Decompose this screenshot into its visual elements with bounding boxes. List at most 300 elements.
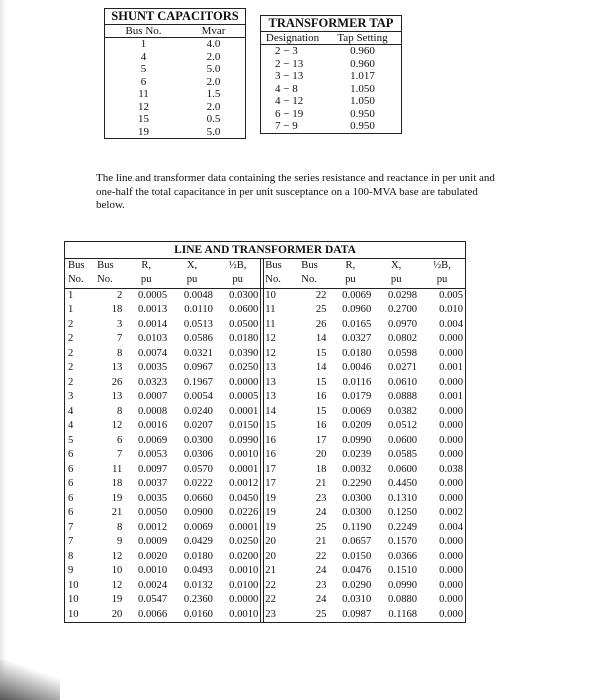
- line-cell-r-pu: 0.0990: [342, 434, 372, 446]
- line-cell-to-bus: 12: [111, 420, 123, 431]
- line-cell-r-pu: 0.0179: [342, 391, 372, 402]
- line-h1-b2: ½B,: [433, 259, 451, 271]
- line-cell-to-bus: 11: [112, 463, 123, 475]
- line-cell-half-b-pu: 0.0300: [229, 289, 259, 301]
- line-cell-from-bus: 6: [68, 449, 74, 460]
- line-cell-half-b-pu: 0.000: [439, 608, 463, 620]
- line-cell-half-b-pu: 0.0010: [229, 608, 259, 620]
- line-cell-x-pu: 0.1250: [387, 507, 418, 518]
- line-cell-half-b-pu: 0.000: [439, 420, 463, 431]
- line-cell-from-bus: 15: [261, 419, 299, 434]
- line-cell-from-bus: 2: [68, 318, 74, 330]
- line-cell-x-pu: 0.0222: [183, 478, 213, 489]
- line-cell-from-bus: 6: [68, 463, 74, 475]
- line-cell-r-pu: 0.0097: [138, 463, 168, 475]
- line-cell-half-b-pu: 0.038: [439, 463, 463, 475]
- line-cell-r-pu: 0.0012: [138, 521, 168, 533]
- line-h2-x2: pu: [373, 273, 419, 288]
- shunt-header-row: [105, 25, 245, 38]
- line-data-row: [65, 347, 465, 362]
- line-cell-from-bus: 3: [68, 391, 74, 402]
- line-cell-r-pu: 0.0323: [138, 376, 168, 388]
- line-cell-r-pu: 0.0290: [342, 579, 372, 591]
- line-cell-to-bus: 8: [117, 347, 123, 359]
- line-cell-from-bus: 22: [261, 579, 299, 594]
- line-data-row: [65, 550, 465, 565]
- tap-row: [261, 58, 401, 71]
- shunt-row: [105, 76, 245, 89]
- line-cell-r-pu: 0.0035: [138, 492, 168, 504]
- shunt-capacitors-table: [104, 8, 246, 139]
- line-cell-x-pu: 0.0585: [387, 449, 418, 460]
- line-cell-half-b-pu: 0.0226: [229, 507, 259, 518]
- line-cell-to-bus: 8: [117, 405, 123, 417]
- line-cell-from-bus: 12: [261, 347, 299, 362]
- line-cell-half-b-pu: 0.000: [439, 594, 463, 605]
- line-cell-to-bus: 26: [315, 318, 327, 330]
- line-cell-half-b-pu: 0.0001: [229, 521, 259, 533]
- line-cell-x-pu: 0.0160: [183, 608, 213, 620]
- line-cell-to-bus: 22: [315, 289, 327, 301]
- line-cell-to-bus: 23: [315, 492, 327, 504]
- line-header-row-2: [65, 273, 465, 288]
- line-cell-x-pu: 0.0298: [387, 289, 418, 301]
- line-cell-to-bus: 8: [117, 521, 123, 533]
- line-data-row: [65, 361, 465, 376]
- tap-designation: 6 − 19: [275, 107, 304, 120]
- line-cell-r-pu: 0.0327: [342, 333, 372, 344]
- line-h1-b: ½B,: [228, 259, 247, 271]
- shunt-bus-no: 6: [140, 75, 147, 88]
- tap-designation: 3 − 13: [275, 70, 304, 82]
- line-data-row: [65, 608, 465, 623]
- line-cell-x-pu: 0.0600: [387, 463, 418, 475]
- line-cell-r-pu: 0.0960: [342, 304, 372, 315]
- line-cell-half-b-pu: 0.0100: [229, 579, 259, 591]
- line-cell-r-pu: 0.0024: [138, 579, 168, 591]
- line-cell-from-bus: 13: [261, 376, 299, 391]
- line-cell-r-pu: 0.0069: [138, 434, 168, 446]
- line-h2-bus-c: No.: [261, 273, 299, 288]
- shunt-mvar: 2.0: [206, 100, 221, 113]
- line-cell-r-pu: 0.0069: [342, 289, 372, 301]
- line-cell-to-bus: 25: [315, 608, 327, 620]
- line-data-row: [65, 564, 465, 579]
- line-cell-x-pu: 0.0048: [183, 289, 213, 301]
- line-cell-to-bus: 21: [111, 507, 123, 518]
- line-cell-r-pu: 0.0116: [342, 376, 372, 388]
- line-cell-x-pu: 0.2700: [387, 304, 418, 315]
- line-cell-r-pu: 0.0657: [342, 536, 372, 547]
- line-cell-x-pu: 0.0660: [183, 492, 213, 504]
- line-cell-to-bus: 21: [315, 536, 327, 547]
- line-cell-r-pu: 0.0066: [138, 608, 168, 620]
- line-cell-from-bus: 19: [261, 506, 299, 521]
- line-cell-half-b-pu: 0.0000: [229, 594, 259, 605]
- line-h2-r2: pu: [327, 273, 373, 288]
- line-data-row: [65, 492, 465, 507]
- line-h1-x2: X,: [391, 259, 402, 271]
- line-cell-from-bus: 7: [68, 521, 74, 533]
- line-cell-x-pu: 0.0970: [387, 318, 418, 330]
- tap-setting: 0.950: [350, 107, 375, 120]
- line-cell-to-bus: 12: [111, 579, 123, 591]
- line-cell-x-pu: 0.0069: [183, 521, 213, 533]
- line-cell-x-pu: 0.0513: [183, 318, 213, 330]
- line-cell-half-b-pu: 0.0150: [229, 420, 259, 431]
- line-cell-half-b-pu: 0.004: [439, 521, 463, 533]
- line-cell-to-bus: 2: [117, 289, 123, 301]
- shunt-row: [105, 126, 245, 139]
- line-cell-to-bus: 19: [111, 492, 123, 504]
- line-cell-half-b-pu: 0.000: [439, 405, 463, 417]
- line-cell-r-pu: 0.0300: [342, 507, 372, 518]
- tap-row: [261, 108, 401, 121]
- line-cell-half-b-pu: 0.000: [439, 333, 463, 344]
- line-cell-x-pu: 0.0054: [183, 391, 213, 402]
- line-cell-r-pu: 0.0239: [342, 449, 372, 460]
- line-cell-from-bus: 7: [68, 536, 74, 547]
- line-cell-to-bus: 13: [111, 362, 123, 373]
- line-cell-r-pu: 0.0008: [138, 405, 168, 417]
- line-data-row: [65, 448, 465, 463]
- line-cell-half-b-pu: 0.001: [439, 391, 463, 402]
- line-cell-x-pu: 0.0493: [183, 565, 213, 576]
- line-data-row: [65, 376, 465, 391]
- line-cell-to-bus: 18: [111, 304, 123, 315]
- line-cell-x-pu: 0.0610: [387, 376, 418, 388]
- line-cell-to-bus: 6: [117, 434, 123, 446]
- line-h2-bus-b: No.: [94, 273, 123, 288]
- line-cell-half-b-pu: 0.000: [439, 478, 463, 489]
- line-cell-r-pu: 0.0010: [138, 565, 168, 576]
- line-cell-x-pu: 0.2249: [387, 521, 418, 533]
- line-cell-x-pu: 0.0321: [183, 347, 213, 359]
- line-cell-x-pu: 0.0880: [387, 594, 418, 605]
- line-cell-x-pu: 0.0888: [387, 391, 418, 402]
- line-cell-x-pu: 0.1168: [388, 608, 418, 620]
- transformer-tap-grid: [261, 32, 401, 133]
- line-cell-to-bus: 16: [315, 420, 327, 431]
- line-cell-half-b-pu: 0.0600: [229, 304, 259, 315]
- line-cell-x-pu: 0.0271: [387, 362, 418, 373]
- line-cell-to-bus: 16: [315, 391, 327, 402]
- shunt-bus-no: 4: [140, 50, 147, 63]
- line-h2-r: pu: [123, 273, 169, 288]
- line-cell-x-pu: 0.0300: [183, 434, 213, 446]
- line-cell-to-bus: 7: [117, 449, 123, 460]
- line-cell-half-b-pu: 0.0450: [229, 492, 259, 504]
- tap-row: [261, 45, 401, 58]
- line-data-title: LINE AND TRANSFORMER DATA: [65, 242, 465, 259]
- line-cell-x-pu: 0.0990: [387, 579, 418, 591]
- line-cell-to-bus: 25: [315, 304, 327, 315]
- line-cell-r-pu: 0.0053: [138, 449, 168, 460]
- line-cell-r-pu: 0.0046: [342, 362, 372, 373]
- line-cell-r-pu: 0.0103: [138, 333, 168, 344]
- line-cell-x-pu: 0.0366: [387, 550, 418, 562]
- line-cell-half-b-pu: 0.000: [439, 565, 463, 576]
- line-cell-half-b-pu: 0.0500: [229, 318, 259, 330]
- line-cell-r-pu: 0.0987: [342, 608, 372, 620]
- shunt-mvar: 4.0: [206, 38, 221, 50]
- line-cell-half-b-pu: 0.000: [439, 449, 463, 460]
- shunt-mvar: 2.0: [206, 75, 221, 88]
- line-data-row: [65, 419, 465, 434]
- line-data-grid: [65, 259, 465, 623]
- line-data-row: [65, 434, 465, 449]
- line-cell-r-pu: 0.0476: [342, 565, 372, 576]
- shunt-bus-no: 5: [140, 63, 147, 75]
- line-cell-from-bus: 13: [261, 361, 299, 376]
- line-cell-half-b-pu: 0.0010: [229, 449, 259, 460]
- line-cell-to-bus: 10: [111, 565, 123, 576]
- line-cell-r-pu: 0.0007: [138, 391, 168, 402]
- tap-designation: 2 − 3: [275, 45, 298, 57]
- line-header-row-1: [65, 259, 465, 274]
- tap-designation: 7 − 9: [275, 120, 298, 132]
- line-cell-r-pu: 0.0035: [138, 362, 168, 373]
- line-data-row: [65, 332, 465, 347]
- line-cell-from-bus: 9: [68, 565, 74, 576]
- description-text: The line and transformer data containing the series resistance and reactance in per unit and one-half the total capacitance in per unit susceptance on a 100-MVA base are tabulated below.: [96, 172, 495, 211]
- line-cell-from-bus: 17: [261, 477, 299, 492]
- shunt-row: [105, 51, 245, 64]
- line-cell-from-bus: 6: [68, 478, 74, 489]
- line-cell-from-bus: 17: [261, 463, 299, 478]
- line-cell-to-bus: 18: [315, 463, 327, 475]
- line-cell-half-b-pu: 0.0180: [229, 333, 259, 344]
- line-cell-from-bus: 19: [261, 492, 299, 507]
- tap-row: [261, 120, 401, 133]
- line-data-body: [65, 259, 465, 623]
- line-cell-from-bus: 4: [68, 420, 74, 431]
- line-cell-half-b-pu: 0.0001: [229, 463, 259, 475]
- line-data-row: [65, 579, 465, 594]
- line-h1-bus-d: Bus: [301, 259, 318, 271]
- line-data-row: [65, 593, 465, 608]
- line-h2-bus-a: No.: [65, 273, 94, 288]
- line-cell-to-bus: 20: [111, 608, 123, 620]
- line-cell-half-b-pu: 0.000: [439, 492, 463, 504]
- line-cell-from-bus: 1: [68, 289, 74, 301]
- line-cell-r-pu: 0.0050: [138, 507, 168, 518]
- line-cell-from-bus: 2: [68, 362, 74, 373]
- line-cell-from-bus: 21: [261, 564, 299, 579]
- line-cell-from-bus: 10: [68, 608, 79, 620]
- line-cell-to-bus: 24: [315, 507, 327, 518]
- tap-header-setting: Tap Setting: [337, 31, 388, 44]
- shunt-bus-no: 1: [140, 38, 147, 50]
- line-cell-x-pu: 0.0600: [387, 434, 418, 446]
- line-cell-half-b-pu: 0.0005: [229, 391, 259, 402]
- line-data-row: [65, 521, 465, 536]
- tap-row: [261, 70, 401, 83]
- line-cell-to-bus: 23: [315, 579, 327, 591]
- shunt-row: [105, 38, 245, 51]
- line-cell-x-pu: 0.0570: [183, 463, 213, 475]
- line-cell-to-bus: 7: [117, 333, 123, 344]
- line-cell-to-bus: 12: [111, 550, 123, 562]
- line-cell-x-pu: 0.0900: [183, 507, 213, 518]
- line-cell-from-bus: 10: [68, 579, 79, 591]
- line-cell-x-pu: 0.2360: [183, 594, 213, 605]
- line-cell-from-bus: 19: [261, 521, 299, 536]
- line-cell-r-pu: 0.0547: [138, 594, 168, 605]
- line-cell-r-pu: 0.0310: [342, 594, 372, 605]
- line-cell-to-bus: 3: [117, 318, 123, 330]
- line-cell-from-bus: 4: [68, 405, 74, 417]
- line-cell-to-bus: 15: [315, 347, 327, 359]
- line-cell-r-pu: 0.0209: [342, 420, 372, 431]
- line-cell-r-pu: 0.0074: [138, 347, 168, 359]
- tap-row: [261, 83, 401, 96]
- line-cell-to-bus: 22: [315, 550, 327, 562]
- line-cell-to-bus: 19: [111, 594, 123, 605]
- line-cell-r-pu: 0.0016: [138, 420, 168, 431]
- line-cell-r-pu: 0.1190: [342, 521, 372, 533]
- shunt-mvar: 0.5: [206, 113, 221, 125]
- shunt-mvar: 1.5: [206, 88, 221, 100]
- line-data-row: [65, 477, 465, 492]
- line-cell-to-bus: 26: [111, 376, 123, 388]
- line-data-row: [65, 535, 465, 550]
- line-cell-x-pu: 0.1570: [387, 536, 418, 547]
- line-data-row: [65, 405, 465, 420]
- line-cell-half-b-pu: 0.000: [439, 536, 463, 547]
- tap-header-row: [261, 32, 401, 45]
- line-cell-from-bus: 16: [261, 434, 299, 449]
- shunt-mvar: 5.0: [206, 125, 221, 138]
- line-cell-half-b-pu: 0.000: [439, 347, 463, 359]
- line-cell-x-pu: 0.0598: [387, 347, 418, 359]
- line-cell-to-bus: 17: [315, 434, 327, 446]
- line-cell-half-b-pu: 0.0200: [229, 550, 259, 562]
- line-data-row: [65, 390, 465, 405]
- line-cell-r-pu: 0.0020: [138, 550, 168, 562]
- tap-setting: 0.960: [350, 45, 375, 57]
- transformer-tap-body: [261, 32, 401, 133]
- line-transformer-data-table: [64, 241, 466, 623]
- tap-setting: 1.017: [350, 70, 375, 82]
- line-data-row: [65, 303, 465, 318]
- tap-setting: 1.050: [350, 82, 375, 95]
- line-data-row: [65, 288, 465, 303]
- shunt-header-mvar: Mvar: [201, 24, 226, 37]
- line-data-row: [65, 506, 465, 521]
- line-cell-x-pu: 0.0132: [183, 579, 213, 591]
- line-cell-r-pu: 0.0009: [138, 536, 168, 547]
- transformer-tap-title: TRANSFORMER TAP: [261, 16, 401, 32]
- line-data-row: [65, 463, 465, 478]
- line-cell-to-bus: 21: [315, 478, 327, 489]
- line-h1-bus-b: Bus: [97, 259, 114, 271]
- line-cell-from-bus: 8: [68, 550, 74, 562]
- line-cell-x-pu: 0.0586: [183, 333, 213, 344]
- line-cell-half-b-pu: 0.001: [439, 362, 463, 373]
- line-cell-x-pu: 0.0429: [183, 536, 213, 547]
- shunt-row: [105, 101, 245, 114]
- shunt-bus-no: 15: [138, 113, 149, 125]
- line-cell-x-pu: 0.0306: [183, 449, 213, 460]
- line-cell-to-bus: 15: [315, 376, 327, 388]
- tap-setting: 0.960: [350, 57, 375, 70]
- line-h1-r: R,: [141, 259, 152, 271]
- line-cell-from-bus: 20: [261, 535, 299, 550]
- line-cell-half-b-pu: 0.000: [439, 434, 463, 446]
- line-cell-half-b-pu: 0.0001: [229, 405, 259, 417]
- line-h1-bus-c: Bus: [261, 259, 299, 274]
- line-cell-from-bus: 11: [261, 303, 299, 318]
- line-cell-half-b-pu: 0.010: [439, 304, 463, 315]
- line-cell-half-b-pu: 0.000: [439, 550, 463, 562]
- line-h1-x: X,: [186, 259, 198, 271]
- line-cell-to-bus: 13: [111, 391, 123, 402]
- line-h2-x: pu: [169, 273, 215, 288]
- line-cell-r-pu: 0.0165: [342, 318, 372, 330]
- line-cell-from-bus: 16: [261, 448, 299, 463]
- line-cell-half-b-pu: 0.002: [439, 507, 463, 518]
- page-edge: [0, 0, 6, 700]
- line-h2-bus-d: No.: [298, 273, 327, 288]
- line-cell-half-b-pu: 0.0010: [229, 565, 259, 576]
- line-cell-from-bus: 14: [261, 405, 299, 420]
- line-cell-from-bus: 11: [261, 318, 299, 333]
- tap-setting: 0.950: [350, 120, 375, 132]
- shunt-mvar: 2.0: [206, 50, 221, 63]
- line-h1-bus-a: Bus: [68, 259, 85, 271]
- line-cell-r-pu: 0.0014: [138, 318, 168, 330]
- line-cell-x-pu: 0.0967: [183, 362, 213, 373]
- line-cell-x-pu: 0.1510: [387, 565, 418, 576]
- shunt-bus-no: 12: [138, 100, 149, 113]
- shunt-capacitors-grid: [105, 25, 245, 139]
- line-cell-half-b-pu: 0.0990: [229, 434, 259, 446]
- line-cell-to-bus: 15: [315, 405, 327, 417]
- line-cell-from-bus: 2: [68, 376, 74, 388]
- line-cell-from-bus: 6: [68, 492, 74, 504]
- line-cell-half-b-pu: 0.0250: [229, 362, 259, 373]
- line-cell-r-pu: 0.0032: [342, 463, 372, 475]
- shunt-capacitors-title: SHUNT CAPACITORS: [105, 9, 245, 25]
- line-cell-from-bus: 20: [261, 550, 299, 565]
- shunt-bus-no: 11: [138, 88, 149, 100]
- line-cell-r-pu: 0.0069: [342, 405, 372, 417]
- line-cell-to-bus: 14: [315, 333, 327, 344]
- line-cell-r-pu: 0.0013: [138, 304, 168, 315]
- line-cell-to-bus: 9: [117, 536, 123, 547]
- line-cell-from-bus: 23: [261, 608, 299, 623]
- transformer-tap-table: [260, 15, 402, 134]
- shunt-row: [105, 88, 245, 101]
- shunt-row: [105, 63, 245, 76]
- shunt-bus-no: 19: [138, 125, 149, 138]
- line-cell-from-bus: 10: [68, 594, 79, 605]
- line-cell-from-bus: 12: [261, 332, 299, 347]
- line-cell-from-bus: 2: [68, 333, 74, 344]
- line-cell-to-bus: 18: [111, 478, 123, 489]
- line-cell-x-pu: 0.1310: [387, 492, 418, 504]
- line-cell-half-b-pu: 0.005: [439, 289, 463, 301]
- line-cell-x-pu: 0.0240: [183, 405, 213, 417]
- line-cell-from-bus: 10: [261, 288, 299, 303]
- line-cell-to-bus: 14: [315, 362, 327, 373]
- tap-header-designation: Designation: [265, 31, 320, 44]
- line-cell-to-bus: 25: [315, 521, 327, 533]
- tap-designation: 4 − 8: [275, 82, 298, 95]
- line-cell-to-bus: 24: [315, 594, 327, 605]
- line-cell-r-pu: 0.0005: [138, 289, 168, 301]
